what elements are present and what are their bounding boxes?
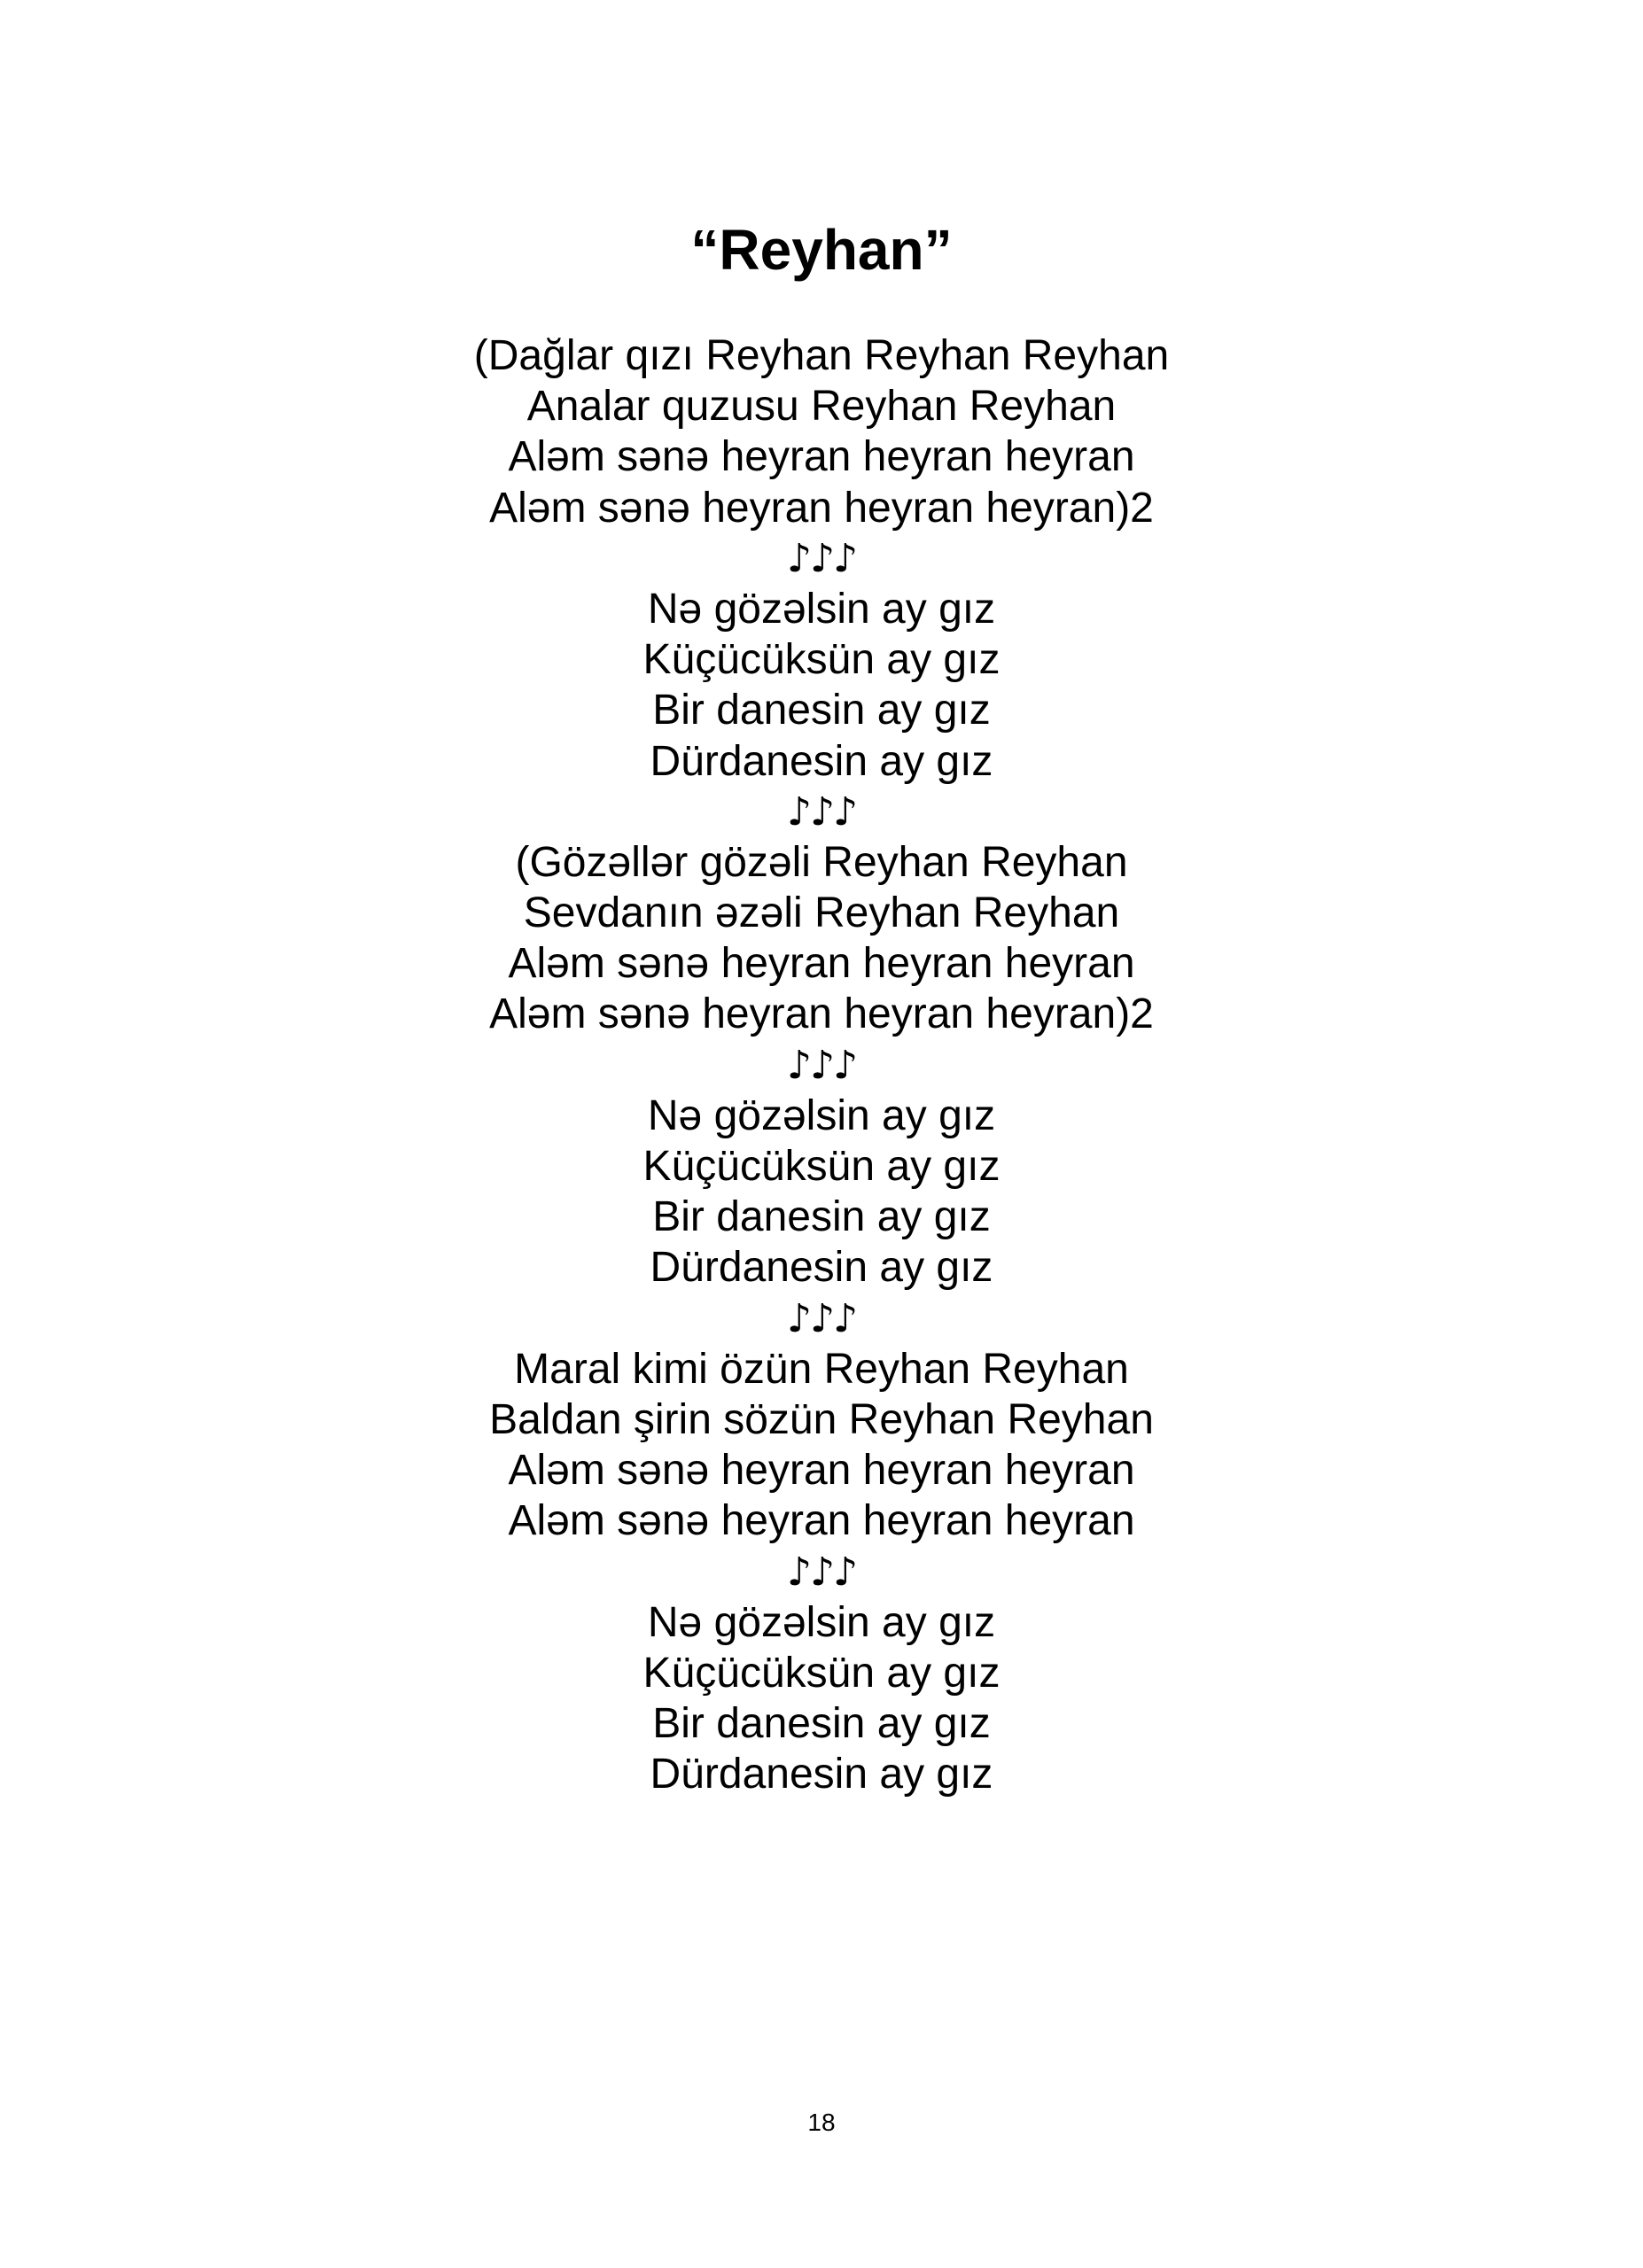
lyric-line: Aləm sənə heyran heyran heyran xyxy=(508,1497,1135,1545)
lyric-line: Küçücüksün ay gız xyxy=(642,1143,1001,1190)
lyric-line: Analar quzusu Reyhan Reyhan xyxy=(526,383,1117,431)
lyric-line: Küçücüksün ay gız xyxy=(642,636,1001,684)
lyric-line: (Gözəllər gözəli Reyhan Reyhan xyxy=(515,838,1128,886)
song-title: “Reyhan” xyxy=(690,218,953,282)
lyric-line: Dürdanesin ay gız xyxy=(650,737,993,785)
lyric-line: Bir danesin ay gız xyxy=(652,687,991,734)
lyric-line: Aləm sənə heyran heyran heyran)2 xyxy=(489,990,1154,1038)
music-notes-icon: ♪♪♪ xyxy=(786,535,857,581)
lyric-line: Sevdanın əzəli Reyhan Reyhan xyxy=(523,889,1120,937)
lyric-line: (Dağlar qızı Reyhan Reyhan Reyhan xyxy=(473,332,1170,379)
lyrics-body xyxy=(0,330,1643,1799)
lyric-line: Bir danesin ay gız xyxy=(652,1700,991,1748)
lyric-line: Bir danesin ay gız xyxy=(652,1193,991,1241)
music-notes-icon: ♪♪♪ xyxy=(786,1549,857,1595)
lyric-line: Maral kimi özün Reyhan Reyhan xyxy=(514,1345,1129,1393)
lyric-line: Aləm sənə heyran heyran heyran xyxy=(508,940,1135,988)
lyric-line: Nə gözəlsin ay gız xyxy=(647,585,996,633)
lyric-line: Aləm sənə heyran heyran heyran xyxy=(508,433,1135,481)
lyric-line: Dürdanesin ay gız xyxy=(650,1244,993,1292)
music-notes-icon: ♪♪♪ xyxy=(786,788,857,835)
lyric-line: Küçücüksün ay gız xyxy=(642,1649,1001,1697)
lyric-line: Nə gözəlsin ay gız xyxy=(647,1091,996,1139)
page-number: 18 xyxy=(807,2109,836,2136)
lyric-line: Dürdanesin ay gız xyxy=(650,1751,993,1798)
lyric-line: Baldan şirin sözün Reyhan Reyhan xyxy=(489,1395,1154,1443)
music-notes-icon: ♪♪♪ xyxy=(786,1295,857,1341)
lyric-line: Nə gözəlsin ay gız xyxy=(647,1598,996,1646)
lyric-line: Aləm sənə heyran heyran heyran xyxy=(508,1447,1135,1495)
lyric-line: Aləm sənə heyran heyran heyran)2 xyxy=(489,484,1154,532)
music-notes-icon: ♪♪♪ xyxy=(786,1042,857,1088)
